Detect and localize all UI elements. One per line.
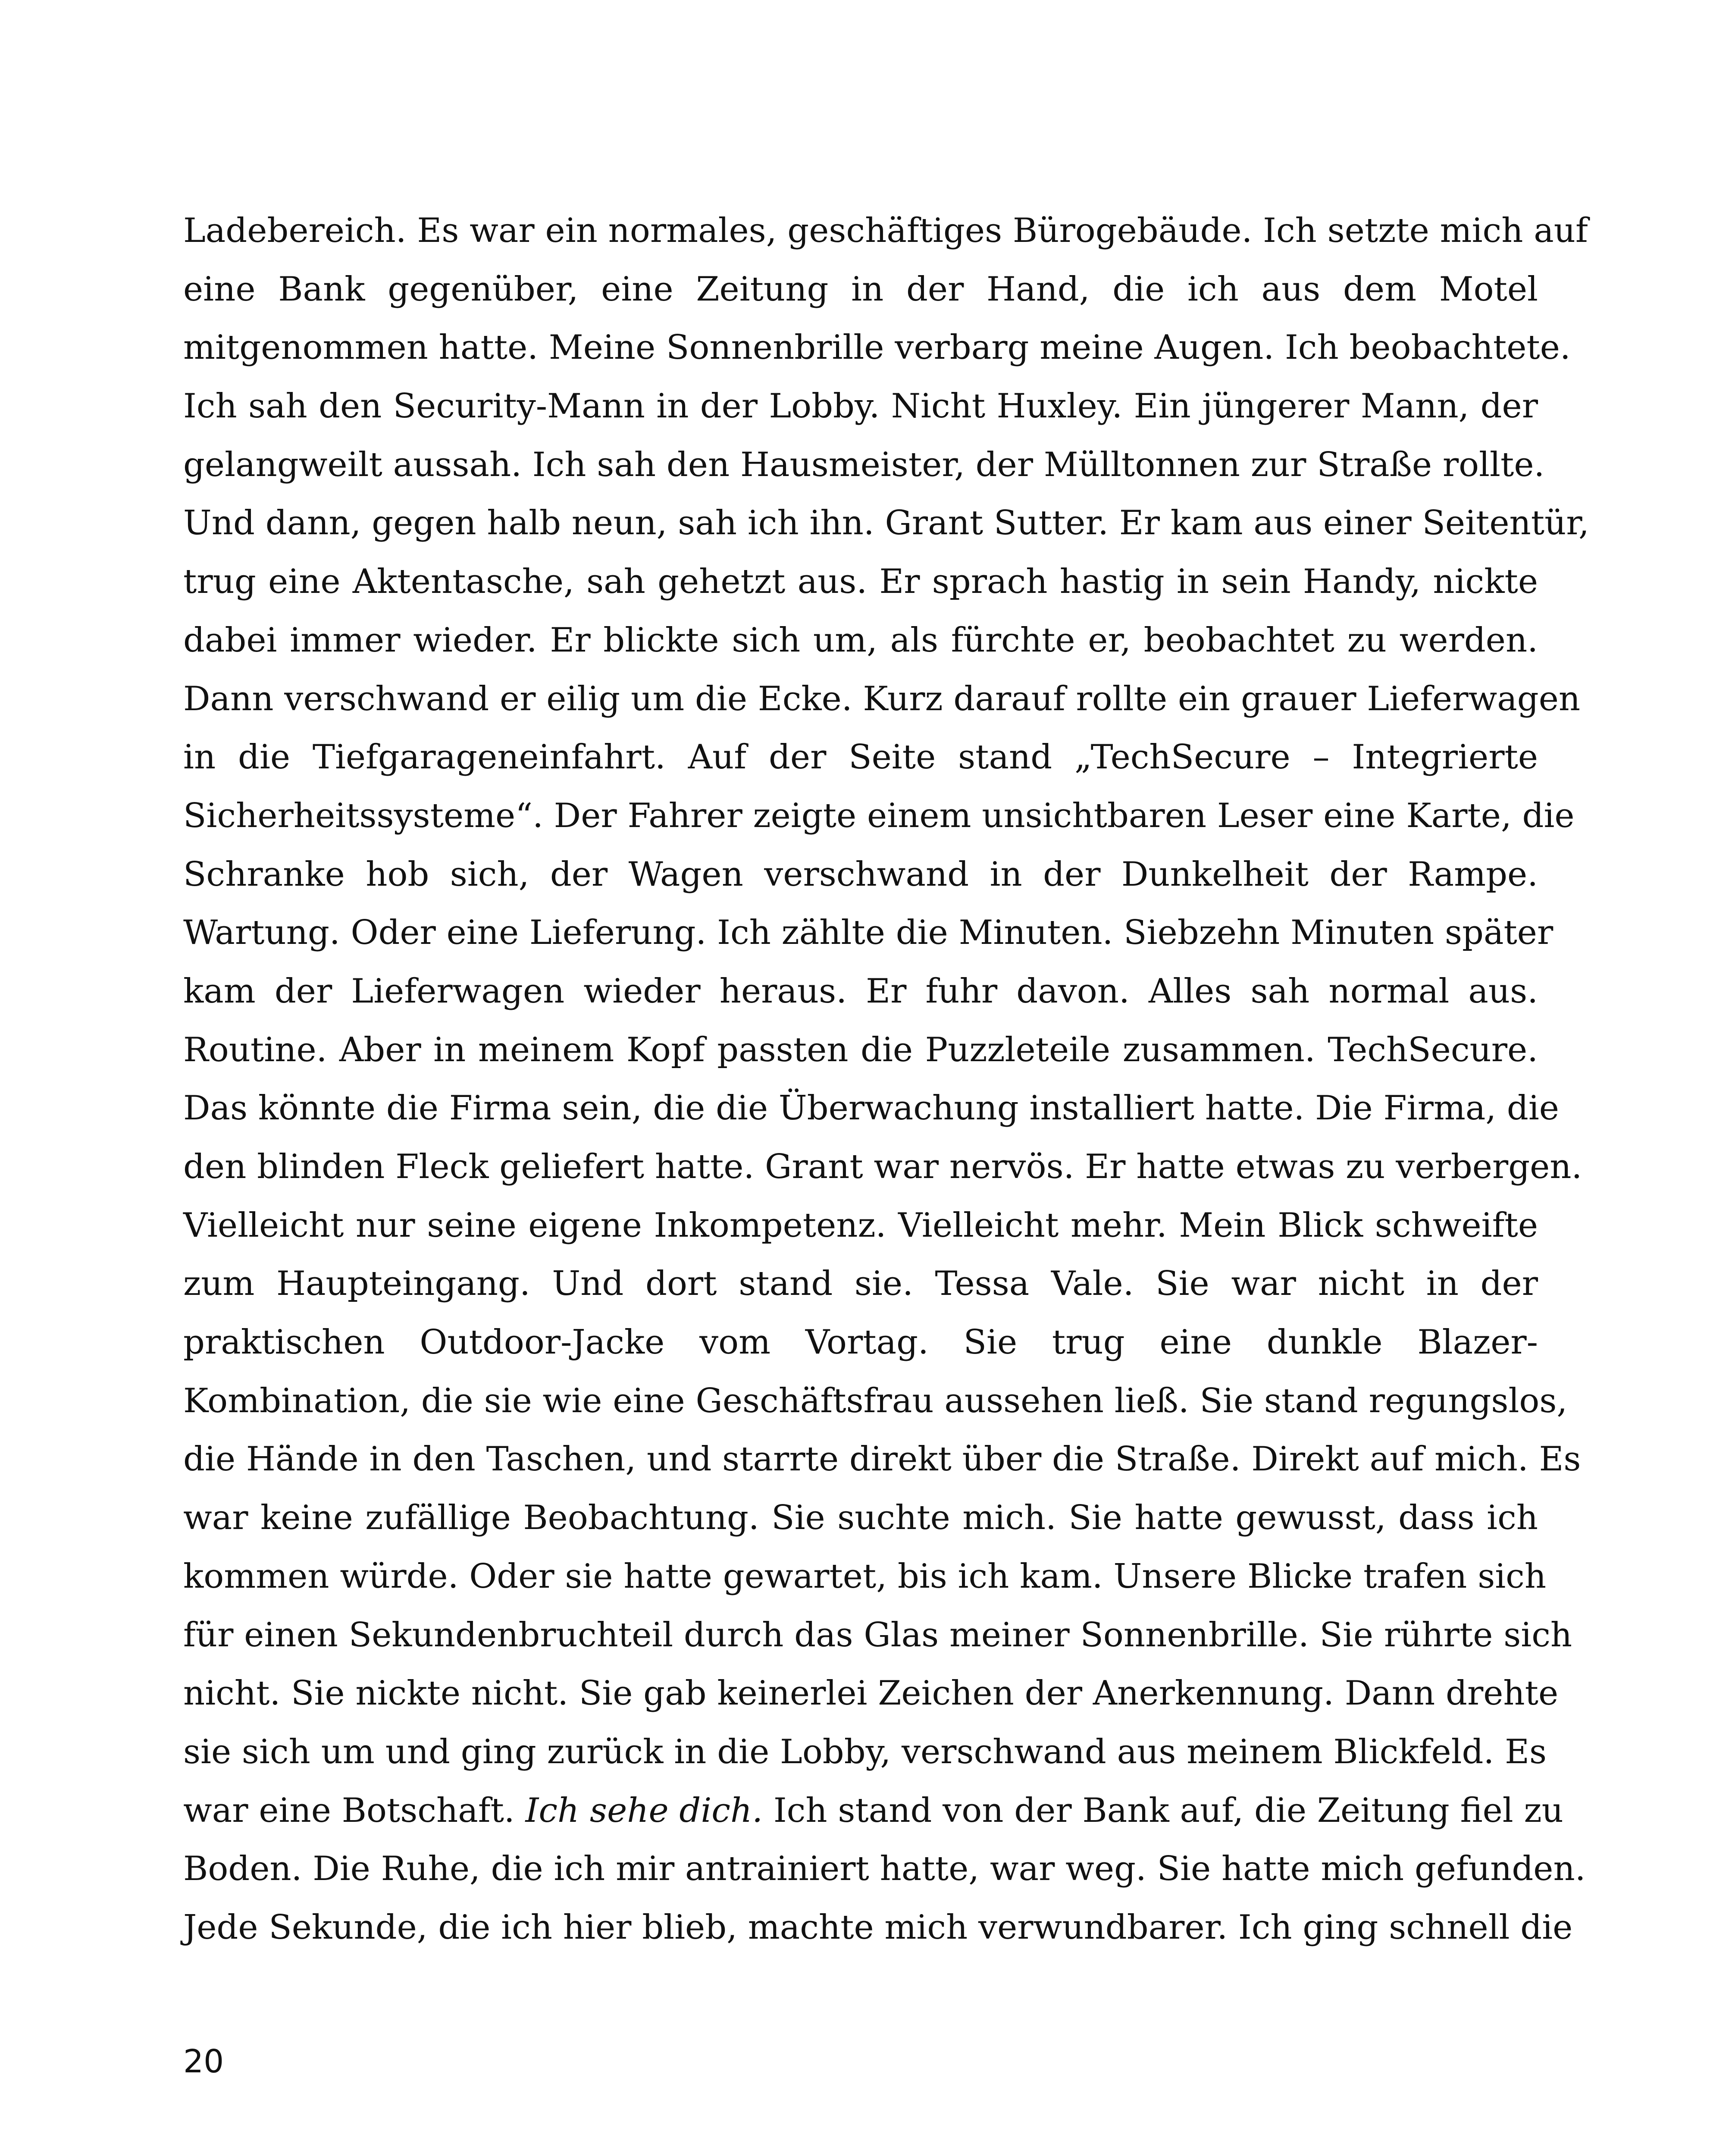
text-line: Und dann, gegen halb neun, sah ich ihn. Grant Sutter. Er kam aus einer Seitentür, bbox=[183, 504, 1589, 543]
text-line: gelangweilt aussah. Ich sah den Hausmeister, der Mülltonnen zur Straße rollte. bbox=[183, 445, 1545, 484]
text-line: Jede Sekunde, die ich hier blieb, machte mich verwundbarer. Ich ging schnell die bbox=[183, 1908, 1573, 1947]
text-line: Schranke hob sich, der Wagen verschwand in der Dunkelheit der Rampe. bbox=[183, 855, 1538, 894]
text-line: war keine zufällige Beobachtung. Sie suchte mich. Sie hatte gewusst, dass ich bbox=[183, 1498, 1538, 1538]
text-line: Vielleicht nur seine eigene Inkompetenz. Vielleicht mehr. Mein Blick schweifte bbox=[183, 1206, 1538, 1245]
text-line: kommen würde. Oder sie hatte gewartet, bis ich kam. Unsere Blicke trafen sich bbox=[183, 1557, 1547, 1596]
page-number: 20 bbox=[183, 2043, 224, 2080]
text-run: Ich stand von der Bank auf, die Zeitung fiel zu bbox=[763, 1791, 1563, 1830]
text-line: Wartung. Oder eine Lieferung. Ich zählte die Minuten. Siebzehn Minuten später bbox=[183, 913, 1553, 953]
text-line: für einen Sekundenbruchteil durch das Glas meiner Sonnenbrille. Sie rührte sich bbox=[183, 1615, 1572, 1655]
text-line: Ich sah den Security-Mann in der Lobby. Nicht Huxley. Ein jüngerer Mann, der bbox=[183, 387, 1538, 426]
text-line: die Hände in den Taschen, und starrte direkt über die Straße. Direkt auf mich. Es bbox=[183, 1440, 1581, 1479]
text-line: Das könnte die Firma sein, die die Überwachung installiert hatte. Die Firma, die bbox=[183, 1089, 1559, 1128]
text-line: sie sich um und ging zurück in die Lobby, verschwand aus meinem Blickfeld. Es bbox=[183, 1732, 1547, 1771]
italic-phrase: Ich sehe dich. bbox=[525, 1791, 763, 1830]
text-line bbox=[183, 1782, 1563, 1840]
text-line: eine Bank gegenüber, eine Zeitung in der Hand, die ich aus dem Motel bbox=[183, 270, 1538, 309]
text-line: Ladebereich. Es war ein normales, geschäftiges Bürogebäude. Ich setzte mich auf bbox=[183, 211, 1588, 250]
text-line: Boden. Die Ruhe, die ich mir antrainiert hatte, war weg. Sie hatte mich gefunden. bbox=[183, 1849, 1586, 1889]
text-run: war eine Botschaft. bbox=[183, 1791, 526, 1830]
text-line: kam der Lieferwagen wieder heraus. Er fuhr davon. Alles sah normal aus. bbox=[183, 971, 1538, 1011]
text-line: Dann verschwand er eilig um die Ecke. Kurz darauf rollte ein grauer Lieferwagen bbox=[183, 679, 1581, 718]
text-line: trug eine Aktentasche, sah gehetzt aus. Er sprach hastig in sein Handy, nickte bbox=[183, 562, 1538, 602]
text-line: Kombination, die sie wie eine Geschäftsfrau aussehen ließ. Sie stand regungslos, bbox=[183, 1381, 1568, 1420]
body-text bbox=[183, 202, 1589, 1957]
text-line: Sicherheitssysteme“. Der Fahrer zeigte einem unsichtbaren Leser eine Karte, die bbox=[183, 796, 1575, 835]
text-line: mitgenommen hatte. Meine Sonnenbrille verbarg meine Augen. Ich beobachtete. bbox=[183, 328, 1571, 367]
text-line: praktischen Outdoor-Jacke vom Vortag. Sie trug eine dunkle Blazer- bbox=[183, 1323, 1538, 1362]
text-line: den blinden Fleck geliefert hatte. Grant war nervös. Er hatte etwas zu verbergen. bbox=[183, 1147, 1582, 1186]
text-line: dabei immer wieder. Er blickte sich um, als fürchte er, beobachtet zu werden. bbox=[183, 620, 1538, 660]
text-line: Routine. Aber in meinem Kopf passten die Puzzleteile zusammen. TechSecure. bbox=[183, 1030, 1538, 1069]
text-line: zum Haupteingang. Und dort stand sie. Tessa Vale. Sie war nicht in der bbox=[183, 1264, 1538, 1304]
text-line: nicht. Sie nickte nicht. Sie gab keinerlei Zeichen der Anerkennung. Dann drehte bbox=[183, 1674, 1559, 1713]
text-line: in die Tiefgarageneinfahrt. Auf der Seite stand „TechSecure – Integrierte bbox=[183, 738, 1538, 777]
